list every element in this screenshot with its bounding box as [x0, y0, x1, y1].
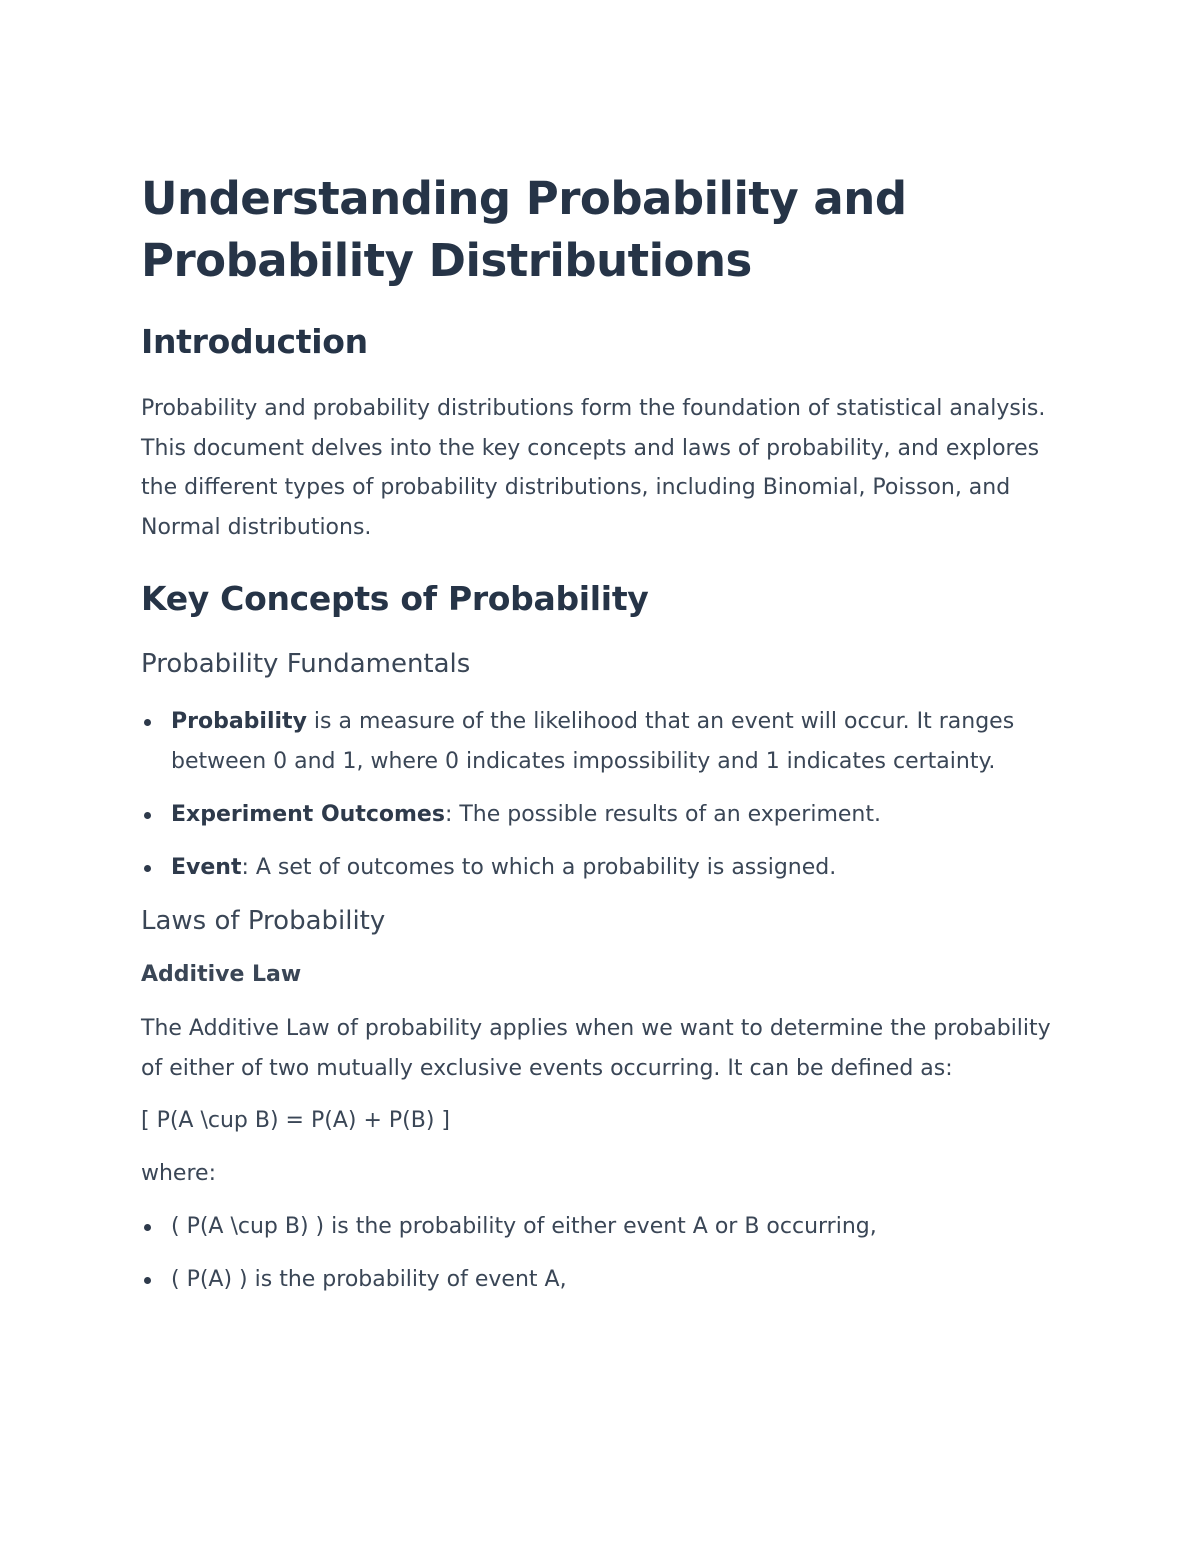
term-experiment-outcomes: Experiment Outcomes — [171, 802, 445, 827]
fundamentals-list — [141, 702, 1061, 887]
list-item — [141, 848, 1061, 888]
term-description: : The possible results of an experiment. — [444, 802, 881, 827]
term-probability: Probability — [171, 709, 307, 734]
formula-term-description: ( P(A \cup B) ) is the probability of either event A or B occurring, — [171, 1214, 877, 1239]
introduction-paragraph: Probability and probability distributions form the foundation of statistical analysis. This document delves into the key concepts and laws of probability, and explores the different types of probability distributions, including Binomial, Poisson, and Normal distributions. — [141, 396, 1046, 540]
additive-law-heading: Additive Law — [141, 962, 302, 987]
laws-of-probability-heading: Laws of Probability — [141, 906, 386, 936]
list-item — [141, 1260, 1061, 1300]
bullet-icon — [144, 865, 151, 872]
additive-law-formula: [ P(A \cup B) = P(A) + P(B) ] — [141, 1108, 450, 1133]
where-label: where: — [141, 1160, 216, 1186]
bullet-icon — [144, 1224, 151, 1231]
document-title: Understanding Probability and Probability Distributions — [141, 172, 907, 287]
probability-fundamentals-heading: Probability Fundamentals — [141, 649, 471, 679]
list-item — [141, 1207, 1061, 1247]
term-description: is a measure of the likelihood that an event will occur. It ranges between 0 and 1, where 0 indicates impossibility and 1 indicates certainty. — [171, 709, 1015, 774]
list-item — [141, 702, 1061, 781]
key-concepts-heading: Key Concepts of Probability — [141, 579, 649, 618]
bullet-icon — [144, 1277, 151, 1284]
additive-law-terms-list — [141, 1207, 1061, 1299]
term-description: : A set of outcomes to which a probability is assigned. — [241, 854, 837, 880]
term-event: Event — [171, 854, 242, 880]
document-page — [141, 168, 1061, 1299]
list-item — [141, 795, 1061, 835]
additive-law-paragraph: The Additive Law of probability applies when we want to determine the probability of either of two mutually exclusive events occurring. It can be defined as: — [141, 1016, 1051, 1081]
bullet-icon — [144, 812, 151, 819]
formula-term-description: ( P(A) ) is the probability of event A, — [171, 1266, 567, 1292]
bullet-icon — [144, 719, 151, 726]
introduction-heading: Introduction — [141, 322, 368, 361]
